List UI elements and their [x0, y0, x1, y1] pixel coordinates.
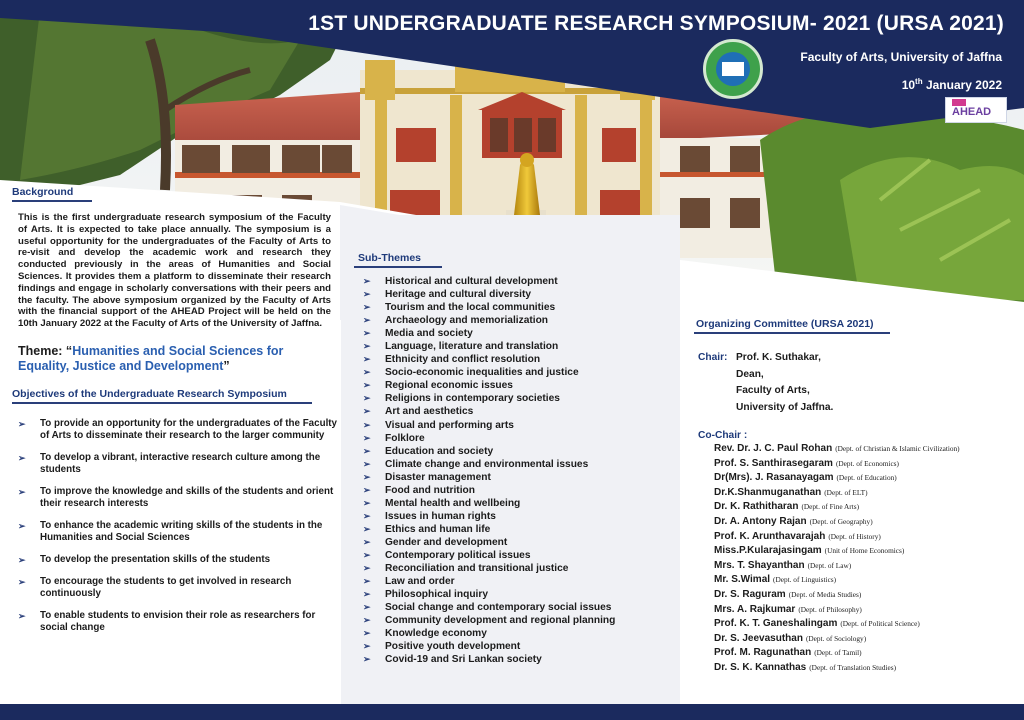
arrow-bullet-icon: ➢	[18, 452, 26, 463]
theme-statement	[18, 344, 334, 374]
footer-bar	[0, 704, 1024, 720]
arrow-bullet-icon: ➢	[363, 523, 371, 534]
arrow-bullet-icon: ➢	[363, 602, 371, 613]
member-name: Miss.P.Kularajasingam	[714, 545, 822, 557]
member-name: Prof. K. Arunthavarajah	[714, 530, 826, 542]
arrow-bullet-icon: ➢	[363, 406, 371, 417]
arrow-bullet-icon: ➢	[363, 563, 371, 574]
sub-theme-item	[363, 367, 615, 380]
sub-theme-item	[363, 563, 615, 576]
member-department: (Dept. of ELT)	[824, 487, 868, 497]
sub-theme-text: Religions in contemporary societies	[385, 393, 560, 405]
sub-theme-text: Regional economic issues	[385, 380, 513, 392]
member-name: Mr. S.Wimal	[714, 574, 771, 586]
member-name: Rev. Dr. J. C. Paul Rohan	[714, 443, 833, 454]
sub-theme-text: Community development and regional planning	[385, 615, 616, 627]
sub-theme-text: Social change and contemporary social issues	[385, 602, 612, 614]
arrow-bullet-icon: ➢	[18, 576, 26, 587]
objective-text: To encourage the students to get involved in research continuously	[40, 575, 292, 599]
arrow-bullet-icon: ➢	[363, 510, 371, 521]
cochair-member	[714, 545, 1020, 560]
sub-theme-item	[363, 289, 615, 302]
member-name: Prof. M. Ragunathan	[714, 647, 812, 659]
member-name: Mrs. A. Rajkumar	[714, 603, 796, 615]
sub-themes-underline	[354, 266, 442, 268]
sub-theme-item	[363, 354, 615, 367]
event-date	[902, 77, 1002, 92]
cochair-member	[714, 633, 1020, 648]
sub-theme-item	[363, 472, 615, 485]
sub-theme-text: Media and society	[385, 328, 473, 340]
chair-line: University of Jaffna.	[736, 401, 834, 413]
sub-theme-item	[363, 524, 615, 537]
sub-theme-text: Law and order	[385, 576, 455, 588]
member-department: (Dept. of Philosophy)	[798, 604, 862, 614]
arrow-bullet-icon: ➢	[363, 497, 371, 508]
sub-theme-item	[363, 589, 615, 602]
sub-theme-text: Archaeology and memorialization	[385, 315, 549, 327]
member-name: Dr. A. Antony Rajan	[714, 515, 807, 527]
ahead-flag-icon	[952, 99, 966, 106]
sub-theme-text: Knowledge economy	[385, 628, 487, 640]
sub-theme-item	[363, 406, 615, 419]
member-department: (Dept. of Political Science)	[840, 619, 920, 629]
sub-theme-item	[363, 641, 615, 654]
objective-item	[12, 486, 340, 510]
member-department: (Dept. of Christian & Islamic Civilization)	[835, 444, 960, 453]
arrow-bullet-icon: ➢	[363, 380, 371, 391]
objectives-underline	[12, 402, 312, 404]
member-department: (Dept. of Tamil)	[814, 648, 862, 658]
member-department: (Dept. of Economics)	[835, 458, 899, 468]
cochair-member	[714, 458, 1020, 473]
cochair-member	[714, 574, 1020, 589]
sub-theme-text: Climate change and environmental issues	[385, 458, 589, 470]
arrow-bullet-icon: ➢	[363, 445, 371, 456]
objective-item	[12, 554, 340, 566]
sub-theme-item	[363, 628, 615, 641]
member-name: Dr(Mrs). J. Rasanayagam	[714, 472, 834, 484]
sub-theme-text: Covid-19 and Sri Lankan society	[385, 654, 542, 666]
arrow-bullet-icon: ➢	[363, 576, 371, 587]
arrow-bullet-icon: ➢	[363, 589, 371, 600]
objective-item	[12, 576, 340, 600]
arrow-bullet-icon: ➢	[18, 554, 26, 565]
arrow-bullet-icon: ➢	[363, 458, 371, 469]
background-title: Background	[12, 186, 74, 198]
objectives-title: Objectives of the Undergraduate Research Symposium	[12, 387, 287, 400]
objective-item	[12, 418, 340, 442]
cochair-label: Co-Chair :	[698, 430, 748, 441]
member-name: Dr. K. Rathitharan	[714, 501, 799, 513]
member-department: (Dept. of Geography)	[809, 516, 873, 526]
sub-theme-item	[363, 459, 615, 472]
cochair-member	[714, 618, 1020, 633]
objective-text: To develop the presentation skills of the students	[40, 553, 271, 565]
arrow-bullet-icon: ➢	[363, 549, 371, 560]
committee-underline	[694, 332, 890, 334]
arrow-bullet-icon: ➢	[363, 432, 371, 443]
date-rest: January 2022	[922, 78, 1002, 92]
arrow-bullet-icon: ➢	[363, 315, 371, 326]
sub-theme-item	[363, 420, 615, 433]
date-day: 10	[901, 78, 916, 92]
arrow-bullet-icon: ➢	[363, 302, 371, 313]
sub-theme-text: Tourism and the local communities	[385, 302, 556, 314]
sub-theme-text: Socio-economic inequalities and justice	[385, 367, 579, 379]
member-department: (Dept. of Sociology)	[805, 633, 867, 643]
theme-label: Theme: “	[18, 343, 73, 358]
member-name: Prof. S. Santhirasegaram	[714, 457, 833, 469]
sub-theme-item	[363, 341, 615, 354]
arrow-bullet-icon: ➢	[363, 615, 371, 626]
sub-theme-item	[363, 485, 615, 498]
sub-theme-item	[363, 550, 615, 563]
arrow-bullet-icon: ➢	[363, 354, 371, 365]
sub-theme-text: Issues in human rights	[385, 510, 496, 522]
sub-theme-text: Philosophical inquiry	[385, 589, 489, 601]
committee-column	[690, 318, 1020, 677]
cochair-member	[714, 516, 1020, 531]
arrow-bullet-icon: ➢	[363, 536, 371, 547]
symposium-title: 1ST UNDERGRADUATE RESEARCH SYMPOSIUM- 2021 (URSA 2021)	[308, 12, 1004, 35]
sub-theme-text: Education and society	[385, 445, 494, 457]
arrow-bullet-icon: ➢	[363, 484, 371, 495]
sub-theme-item	[363, 602, 615, 615]
member-name: Dr. S. Jeevasuthan	[714, 632, 803, 644]
member-department: (Dept. of Education)	[836, 473, 897, 483]
objective-text: To improve the knowledge and skills of the students and orient their research interests	[40, 485, 334, 509]
cochair-member	[714, 604, 1020, 619]
date-suffix: th	[915, 77, 923, 86]
cochair-member	[714, 531, 1020, 546]
member-department: (Dept. of Fine Arts)	[801, 502, 860, 512]
objective-text: To enable students to envision their role as researchers for social change	[40, 609, 316, 633]
sub-theme-text: Visual and performing arts	[385, 419, 514, 431]
member-department: (Dept. of Media Studies)	[788, 589, 862, 599]
arrow-bullet-icon: ➢	[363, 367, 371, 378]
sub-theme-item	[363, 446, 615, 459]
member-department: (Dept. of Linguistics)	[773, 575, 837, 585]
arrow-bullet-icon: ➢	[18, 520, 26, 531]
sub-theme-item	[363, 498, 615, 511]
sub-theme-item	[363, 654, 615, 667]
committee-title: Organizing Committee (URSA 2021)	[696, 318, 874, 330]
chair-line: Prof. K. Suthakar,	[736, 352, 821, 363]
arrow-bullet-icon: ➢	[363, 641, 371, 652]
seal-building	[722, 62, 744, 76]
sub-theme-text: Folklore	[385, 432, 425, 444]
arrow-bullet-icon: ➢	[363, 289, 371, 300]
cochair-member	[714, 589, 1020, 604]
arrow-bullet-icon: ➢	[363, 628, 371, 639]
sub-theme-text: Gender and development	[385, 536, 508, 548]
sub-theme-item	[363, 328, 615, 341]
sub-theme-text: Mental health and wellbeing	[385, 497, 521, 509]
cochair-member	[714, 560, 1020, 575]
faculty-name: Faculty of Arts, University of Jaffna	[800, 50, 1002, 64]
chair-line: Faculty of Arts,	[736, 385, 810, 396]
objective-text: To develop a vibrant, interactive research culture among the students	[40, 451, 321, 475]
sub-theme-item	[363, 302, 615, 315]
arrow-bullet-icon: ➢	[18, 610, 26, 621]
sub-theme-item	[363, 615, 615, 628]
sub-theme-item	[363, 393, 615, 406]
objective-item	[12, 610, 340, 634]
sub-themes-list	[363, 276, 615, 667]
left-column	[12, 186, 338, 644]
cochair-member	[714, 662, 1020, 677]
background-underline	[12, 200, 92, 202]
sub-theme-text: Heritage and cultural diversity	[385, 289, 532, 301]
cochair-member	[714, 443, 1020, 458]
university-seal-icon	[703, 39, 763, 99]
member-department: (Unit of Home Economics)	[824, 546, 905, 556]
sub-theme-text: Ethnicity and conflict resolution	[385, 354, 541, 366]
arrow-bullet-icon: ➢	[363, 341, 371, 352]
member-name: Mrs. T. Shayanthan	[714, 559, 805, 571]
arrow-bullet-icon: ➢	[18, 418, 26, 429]
objective-text: To provide an opportunity for the undergraduates of the Faculty of Arts to disseminate their research to the larger community	[40, 417, 338, 441]
member-department: (Dept. of Law)	[807, 560, 852, 570]
member-name: Prof. K. T. Ganeshalingam	[714, 618, 838, 630]
member-department: (Dept. of Translation Studies)	[809, 662, 897, 672]
chair-lines	[736, 350, 1020, 416]
objective-text: To enhance the academic writing skills of the students in the Humanities and Social Sciences	[40, 519, 323, 543]
arrow-bullet-icon: ➢	[363, 471, 371, 482]
theme-text: Humanities and Social Sciences for Equality, Justice and Development	[18, 343, 284, 373]
cochair-member	[714, 472, 1020, 487]
sub-theme-text: Positive youth development	[385, 641, 521, 653]
member-name: Dr. S. K. Kannathas	[714, 661, 807, 673]
objective-item	[12, 452, 340, 476]
arrow-bullet-icon: ➢	[363, 654, 371, 665]
theme-close-quote: ”	[223, 358, 230, 373]
sub-theme-text: Language, literature and translation	[385, 341, 559, 353]
sub-theme-text: Food and nutrition	[385, 484, 475, 496]
sub-themes-title: Sub-Themes	[358, 252, 422, 264]
objective-item	[12, 520, 340, 544]
arrow-bullet-icon: ➢	[363, 328, 371, 339]
arrow-bullet-icon: ➢	[363, 276, 371, 286]
objectives-list	[12, 417, 338, 634]
sub-theme-item	[363, 537, 615, 550]
cochair-member	[714, 501, 1020, 516]
sub-theme-text: Ethics and human life	[385, 523, 491, 535]
cochair-member	[714, 647, 1020, 662]
sub-theme-text: Reconciliation and transitional justice	[385, 563, 569, 575]
member-name: Dr. S. Raguram	[714, 588, 786, 600]
sub-theme-item	[363, 576, 615, 589]
cochair-list	[714, 443, 1020, 677]
sub-themes-panel	[341, 215, 680, 720]
sub-theme-text: Contemporary political issues	[385, 549, 531, 561]
member-department: (Dept. of History)	[828, 531, 881, 541]
arrow-bullet-icon: ➢	[18, 486, 26, 497]
sub-theme-item	[363, 380, 615, 393]
sub-theme-item	[363, 315, 615, 328]
chair-line: Dean,	[736, 368, 764, 380]
sub-theme-text: Art and aesthetics	[385, 406, 474, 418]
sub-theme-item	[363, 511, 615, 524]
member-name: Dr.K.Shanmuganathan	[714, 486, 822, 498]
sub-theme-item	[363, 276, 615, 289]
cochair-member	[714, 487, 1020, 502]
sub-theme-text: Disaster management	[385, 471, 491, 483]
background-text: This is the first undergraduate research symposium of the Faculty of Arts. It is expected to take place annually. The symposium is a useful opportunity for the undergraduates of the Faculty of Arts to re-visit and develop the academic work and research they conducted previously in the areas of Humanities and Social Sciences. It provides them a platform to disseminate their research findings and engage in scholarly conversations with their peers and the faculty. The above symposium organized by the Faculty of Arts with the financial support of the AHEAD Project will be held on the 10th January 2022 at the Faculty of Arts of the University of Jaffna.	[18, 212, 331, 330]
ahead-logo-text: AHEAD	[952, 106, 992, 118]
arrow-bullet-icon: ➢	[363, 419, 371, 430]
ahead-logo	[945, 97, 1007, 123]
chair-block	[698, 350, 1020, 416]
sub-theme-item	[363, 433, 615, 446]
chair-label: Chair:	[698, 352, 728, 363]
arrow-bullet-icon: ➢	[363, 393, 371, 404]
sub-theme-text: Historical and cultural development	[385, 276, 558, 287]
